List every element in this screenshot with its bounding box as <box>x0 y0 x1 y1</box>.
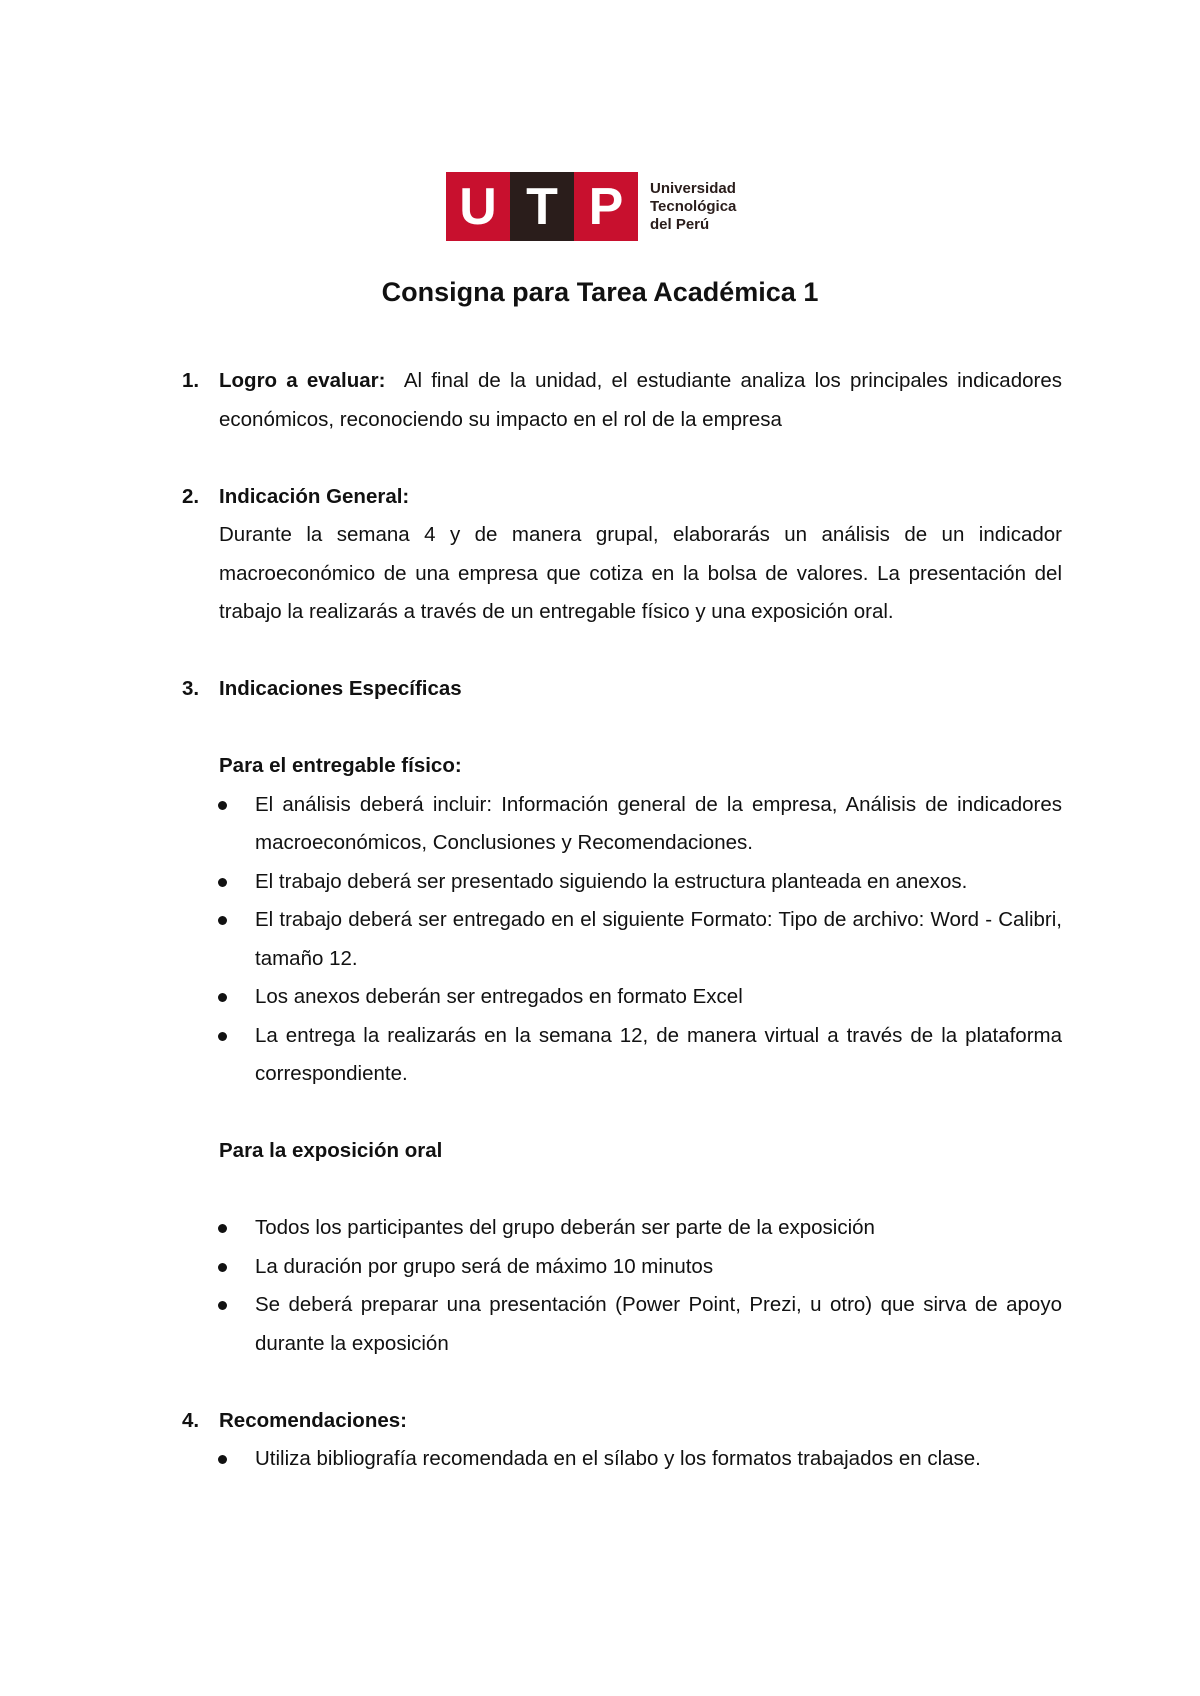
section-logro <box>182 362 1062 439</box>
list-item: La entrega la realizarás en la semana 12, de manera virtual a través de la plataforma correspondiente. <box>182 1017 1062 1094</box>
logo-line-2: Tecnológica <box>650 197 737 215</box>
bullet-icon <box>218 916 227 925</box>
list-item: La duración por grupo será de máximo 10 minutos <box>182 1248 1062 1287</box>
section-label: Logro a evaluar: <box>219 369 386 392</box>
bullet-icon <box>218 1263 227 1272</box>
section-text: Durante la semana 4 y de manera grupal, elaborarás un análisis de un indicador macroeconómico de una empresa que cotiza en la bolsa de valores. La presentación del trabajo la realizarás a través de un entregable físico y una exposición oral. <box>219 523 1062 623</box>
document-body <box>182 362 1062 1479</box>
list-item: Los anexos deberán ser entregados en formato Excel <box>182 978 1062 1017</box>
section-indicacion-general <box>182 478 1062 632</box>
bullet-icon <box>218 1301 227 1310</box>
bullet-icon <box>218 1032 227 1041</box>
section-number: 1. <box>182 369 200 392</box>
logo-line-3: del Perú <box>650 215 710 233</box>
logo-letter-u: U <box>446 172 510 241</box>
section-text: Al final de la unidad, el estudiante analiza los principales indicadores económicos, reconociendo su impacto en el rol de la empresa <box>219 369 1062 431</box>
list-item: El trabajo deberá ser presentado siguiendo la estructura planteada en anexos. <box>182 863 1062 902</box>
logo-letter-t: T <box>510 172 574 241</box>
list-item: El análisis deberá incluir: Información general de la empresa, Análisis de indicadores macroeconómicos, Conclusiones y Recomendaciones. <box>182 786 1062 863</box>
section-label: Indicaciones Específicas <box>219 677 462 700</box>
list-item: Todos los participantes del grupo deberán ser parte de la exposición <box>182 1209 1062 1248</box>
recomendaciones-list <box>182 1440 1062 1479</box>
entregable-list <box>182 786 1062 1094</box>
utp-logo <box>446 172 736 241</box>
section-indicaciones-especificas <box>182 670 1062 709</box>
bullet-icon <box>218 993 227 1002</box>
document-title: Consigna para Tarea Académica 1 <box>381 277 819 307</box>
section-number: 4. <box>182 1408 200 1432</box>
logo-line-1: Universidad <box>650 179 736 197</box>
list-item: Se deberá preparar una presentación (Power Point, Prezi, u otro) que sirva de apoyo durante la exposición <box>182 1286 1062 1363</box>
bullet-icon <box>218 1455 227 1464</box>
subheading-exposicion: Para la exposición oral <box>219 1139 443 1162</box>
bullet-icon <box>218 801 227 810</box>
bullet-icon <box>218 878 227 887</box>
logo-letter-p: P <box>574 172 638 241</box>
section-number: 3. <box>182 677 200 700</box>
bullet-icon <box>218 1224 227 1233</box>
section-label: Indicación General: <box>219 484 410 508</box>
subheading-entregable: Para el entregable físico: <box>219 754 462 777</box>
exposicion-list <box>182 1209 1062 1363</box>
list-item: Utiliza bibliografía recomendada en el sílabo y los formatos trabajados en clase. <box>182 1440 1062 1479</box>
logo-wordmark <box>650 180 736 234</box>
list-item: El trabajo deberá ser entregado en el siguiente Formato: Tipo de archivo: Word - Calibri, tamaño 12. <box>182 901 1062 978</box>
section-recomendaciones <box>182 1402 1062 1441</box>
section-label: Recomendaciones: <box>219 1408 407 1432</box>
section-number: 2. <box>182 484 200 508</box>
